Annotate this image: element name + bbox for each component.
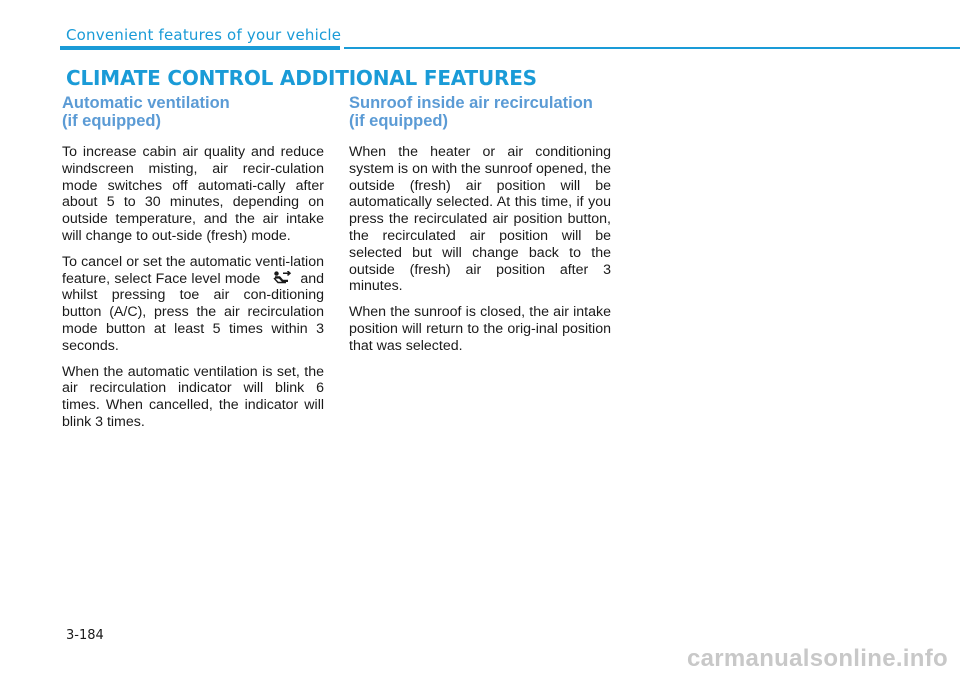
heading-line-2: (if equipped)	[62, 112, 161, 130]
paragraph: To increase cabin air quality and reduce windscreen misting, air recir-culation mode switches off automati-cally after about 5 to 30 minutes, depending on outside temperature, and the air intake will change to out-side (fresh) mode.	[62, 144, 324, 244]
header-rule	[344, 47, 960, 49]
right-column	[349, 94, 611, 364]
page-number: 3-184	[66, 628, 104, 643]
running-header: Convenient features of your vehicle	[66, 26, 342, 44]
paragraph-text: and whilst pressing toe air con-ditioning button (A/C), press the air recirculation mode button at least 5 times within 3 seconds.	[62, 270, 324, 354]
paragraph: When the automatic ventilation is set, the air recirculation indicator will blink 6 times. When cancelled, the indicator will blink 3 times.	[62, 363, 324, 430]
watermark: carmanualsonline.info	[686, 645, 948, 672]
paragraph-with-icon	[62, 254, 324, 355]
paragraph-text: To cancel or set the automatic venti-lation feature, select Face level mode	[62, 253, 324, 287]
heading-line-1: Sunroof inside air recirculation	[349, 94, 593, 112]
automatic-ventilation-heading	[62, 94, 324, 130]
sunroof-recirculation-heading	[349, 94, 611, 130]
face-level-mode-icon	[272, 271, 292, 285]
left-column	[62, 94, 324, 440]
paragraph: When the heater or air conditioning system is on with the sunroof opened, the outside (fresh) air position will be automatically selected. At this time, if you press the recirculated air position button, the recirculated air position will be selected but will change back to the outside (fresh) air position after 3 minutes.	[349, 144, 611, 295]
section-title: CLIMATE CONTROL ADDITIONAL FEATURES	[66, 66, 537, 90]
paragraph: When the sunroof is closed, the air intake position will return to the orig-inal position that was selected.	[349, 304, 611, 354]
header-accent-bar	[60, 46, 340, 50]
heading-line-2: (if equipped)	[349, 112, 448, 130]
heading-line-1: Automatic ventilation	[62, 94, 230, 112]
